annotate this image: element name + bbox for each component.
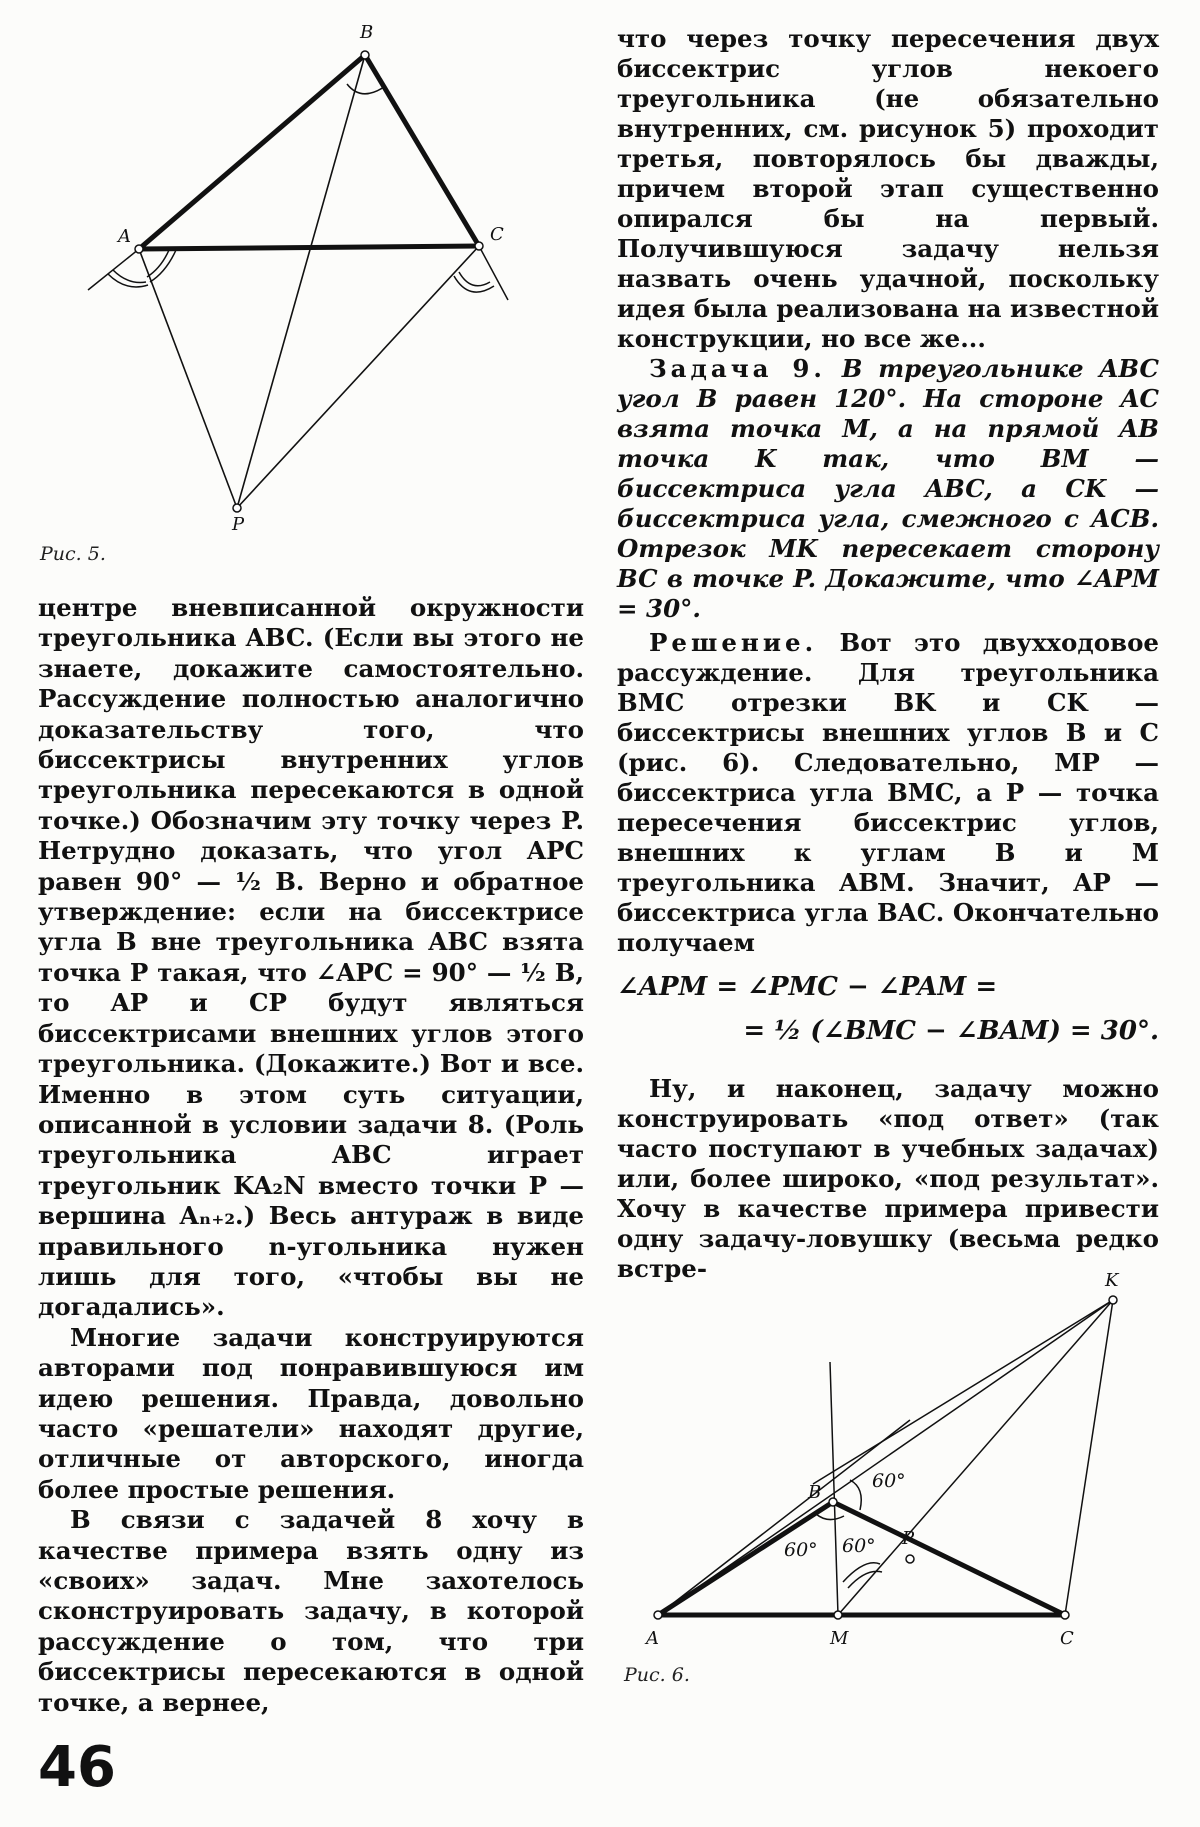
- page-number: 46: [38, 1735, 116, 1800]
- fig6-angle-left: 60°: [784, 1539, 818, 1561]
- formula-line-1: ∠APM = ∠PMC − ∠PAM =: [617, 972, 998, 1002]
- fig6-label-c: C: [1060, 1628, 1074, 1649]
- fig5-label-b: B: [360, 22, 374, 43]
- fig6-angle-mid: 60°: [842, 1535, 876, 1557]
- left-paragraph-1: центре вневписанной окружности треугольника ABC. (Если вы этого не знаете, докажите самостоятельно. Рассуждение полностью аналогично доказательству того, что биссектрисы внутренних углов треугольника пересекаются в одной точке.) Обозначим эту точку через P. Нетрудно доказать, что угол APC равен 90° — ½ B. Верно и обратное утверждение: если на биссектрисе угла B вне треугольника ABC взята точка P такая, что ∠APC = 90° — ½ B, то AP и CP будут являться биссектрисами внешних углов этого треугольника. (Докажите.) Вот и все. Именно в этом суть ситуации, описанной в условии задачи 8. (Роль треугольника ABC играет треугольник KA₂N вместо точки P — вершина Aₙ₊₂.) Весь антураж в виде правильного n-угольника нужен лишь для того, «чтобы вы не догадались».: [38, 593, 584, 1322]
- task-9: [617, 354, 1159, 624]
- right-paragraph-1: что через точку пересечения двух биссектрис углов некоего треугольника (не обязательно внутренних, см. рисунок 5) проходит третья, повторялось бы дважды, причем второй этап существенно опирался бы на первый. Получившуюся задачу нельзя назвать очень удачной, поскольку идея была реализована на известной конструкции, но все же...: [617, 24, 1159, 353]
- figure-5-caption: Рис. 5.: [40, 543, 106, 565]
- figure-5: [70, 20, 540, 540]
- task-text: В треугольнике ABC угол B равен 120°. На стороне AC взята точка M, а на прямой AB точка K так, что BM — биссектриса угла ABC, а CK — биссектриса угла, смежного с ACB. Отрезок MK пересекает сторону BC в точке P. Докажите, что ∠APM = 30°.: [617, 354, 1159, 623]
- fig6-label-b: B: [808, 1482, 822, 1503]
- solution-text: Вот это двухходовое рассуждение. Для треугольника BMC отрезки BK и CK — биссектрисы внешних углов B и C (рис. 6). Следовательно, MP — биссектриса угла BMC, а P — точка пересечения биссектрис углов, внешних к углам B и M треугольника ABM. Значит, AP — биссектриса угла BAC. Окончательно получаем: [617, 628, 1159, 957]
- right-column: [617, 24, 1159, 1284]
- solution: [617, 628, 1159, 958]
- fig6-label-m: M: [830, 1628, 849, 1649]
- figure-6: [620, 1262, 1140, 1672]
- solution-label: Решение.: [649, 628, 818, 657]
- fig5-label-c: C: [490, 224, 504, 245]
- figure-6-caption: Рис. 6.: [624, 1664, 690, 1686]
- fig6-angle-top: 60°: [872, 1470, 906, 1492]
- fig6-label-p: P: [902, 1528, 915, 1549]
- fig5-label-p: P: [232, 514, 245, 535]
- left-paragraph-2: Многие задачи конструируются авторами под понравившуюся им идею решения. Правда, довольно часто «решатели» находят другие, отличные от авторского, иногда более простые решения.: [38, 1322, 584, 1504]
- left-paragraph-3: В связи с задачей 8 хочу в качестве примера взять одну из «своих» задач. Мне захотелось сконструировать задачу, в которой рассуждение о том, что три биссектрисы пересекаются в одной точке, а вернее,: [38, 1505, 584, 1717]
- formula-line-2: = ½ (∠BMC − ∠BAM) = 30°.: [743, 1016, 1159, 1046]
- task-label: Задача 9.: [649, 354, 826, 383]
- fig5-label-a: A: [118, 226, 131, 247]
- right-paragraph-last: Ну, и наконец, задачу можно конструировать «под ответ» (так часто поступают в учебных задачах) или, более широко, «под результат». Хочу в качестве примера привести одну задачу-ловушку (весьма редко встре-: [617, 1074, 1159, 1283]
- fig6-label-a: A: [646, 1628, 659, 1649]
- left-column: [38, 593, 584, 1718]
- fig6-label-k: K: [1105, 1270, 1119, 1291]
